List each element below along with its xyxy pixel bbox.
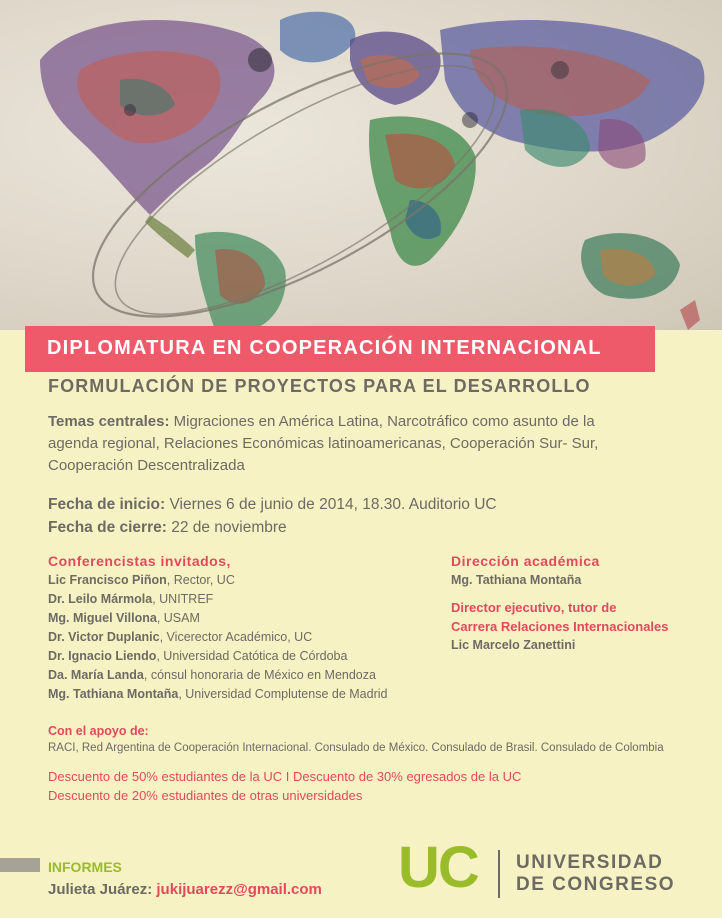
conferencistas-section [48, 552, 387, 704]
apoyo-text: RACI, Red Argentina de Cooperación Internacional. Consulado de México. Consulado de Brasil. Consulado de Colombia [48, 742, 664, 754]
list-item: Lic Francisco Piñon, Rector, UC [48, 573, 235, 587]
fecha-cierre-label: Fecha de cierre: [48, 519, 167, 536]
university-name [516, 852, 675, 896]
descuento-line-1: Descuento de 50% estudiantes de la UC I Descuento de 30% egresados de la UC [48, 769, 522, 784]
apoyo-label: Con el apoyo de: [48, 724, 149, 738]
director-title-2: Carrera Relaciones Internacionales [451, 619, 669, 634]
temas-label: Temas centrales: [48, 413, 170, 430]
uc-logo-mark: UC [398, 835, 478, 900]
direccion-title: Dirección académica [451, 553, 600, 569]
direccion-section [451, 552, 669, 655]
fecha-inicio-value: Viernes 6 de junio de 2014, 18.30. Auditorio UC [165, 496, 497, 513]
list-item: Dr. Ignacio Liendo, Universidad Catótica de Córdoba [48, 649, 348, 663]
conferencistas-title: Conferencistas invitados, [48, 553, 231, 569]
university-name-line-1: UNIVERSIDAD [516, 852, 664, 873]
descuento-line-2: Descuento de 20% estudiantes de otras universidades [48, 788, 363, 803]
watercolor-map-icon [0, 0, 722, 330]
logo-divider [498, 850, 500, 898]
university-name-line-2: DE CONGRESO [516, 874, 676, 895]
list-item: Dr. Victor Duplanic, Vicerector Académico, UC [48, 630, 313, 644]
contact-line [48, 881, 322, 898]
informes-label: INFORMES [48, 859, 122, 875]
descuentos [48, 767, 521, 805]
email-link[interactable]: jukijuarezz@gmail.com [156, 881, 322, 898]
temas-line-3: Cooperación Descentralizada [48, 457, 245, 474]
direccion-name: Mg. Tathiana Montaña [451, 573, 582, 587]
page-title: DIPLOMATURA EN COOPERACIÓN INTERNACIONAL [47, 337, 602, 359]
list-item: Dr. Leilo Mármola, UNITREF [48, 592, 214, 606]
list-item: Da. María Landa, cónsul honoraria de México en Mendoza [48, 668, 376, 682]
decorative-strip [0, 858, 40, 872]
list-item: Mg. Miguel Villona, USAM [48, 611, 200, 625]
temas-line-1: Migraciones en América Latina, Narcotráfico como asunto de la [169, 413, 595, 430]
world-map-illustration [0, 0, 722, 330]
fechas [48, 493, 497, 539]
contact-name: Julieta Juárez: [48, 881, 157, 898]
director-name: Lic Marcelo Zanettini [451, 638, 576, 652]
temas-centrales [48, 411, 688, 477]
page-subtitle: FORMULACIÓN DE PROYECTOS PARA EL DESARROLLO [48, 376, 591, 396]
title-banner [25, 326, 655, 372]
fecha-cierre-value: 22 de noviembre [166, 519, 287, 536]
list-item: Mg. Tathiana Montaña, Universidad Complutense de Madrid [48, 687, 388, 701]
director-title-1: Director ejecutivo, tutor de [451, 600, 617, 615]
temas-line-2: agenda regional, Relaciones Económicas latinoamericanas, Cooperación Sur- Sur, [48, 435, 599, 452]
fecha-inicio-label: Fecha de inicio: [48, 496, 166, 513]
